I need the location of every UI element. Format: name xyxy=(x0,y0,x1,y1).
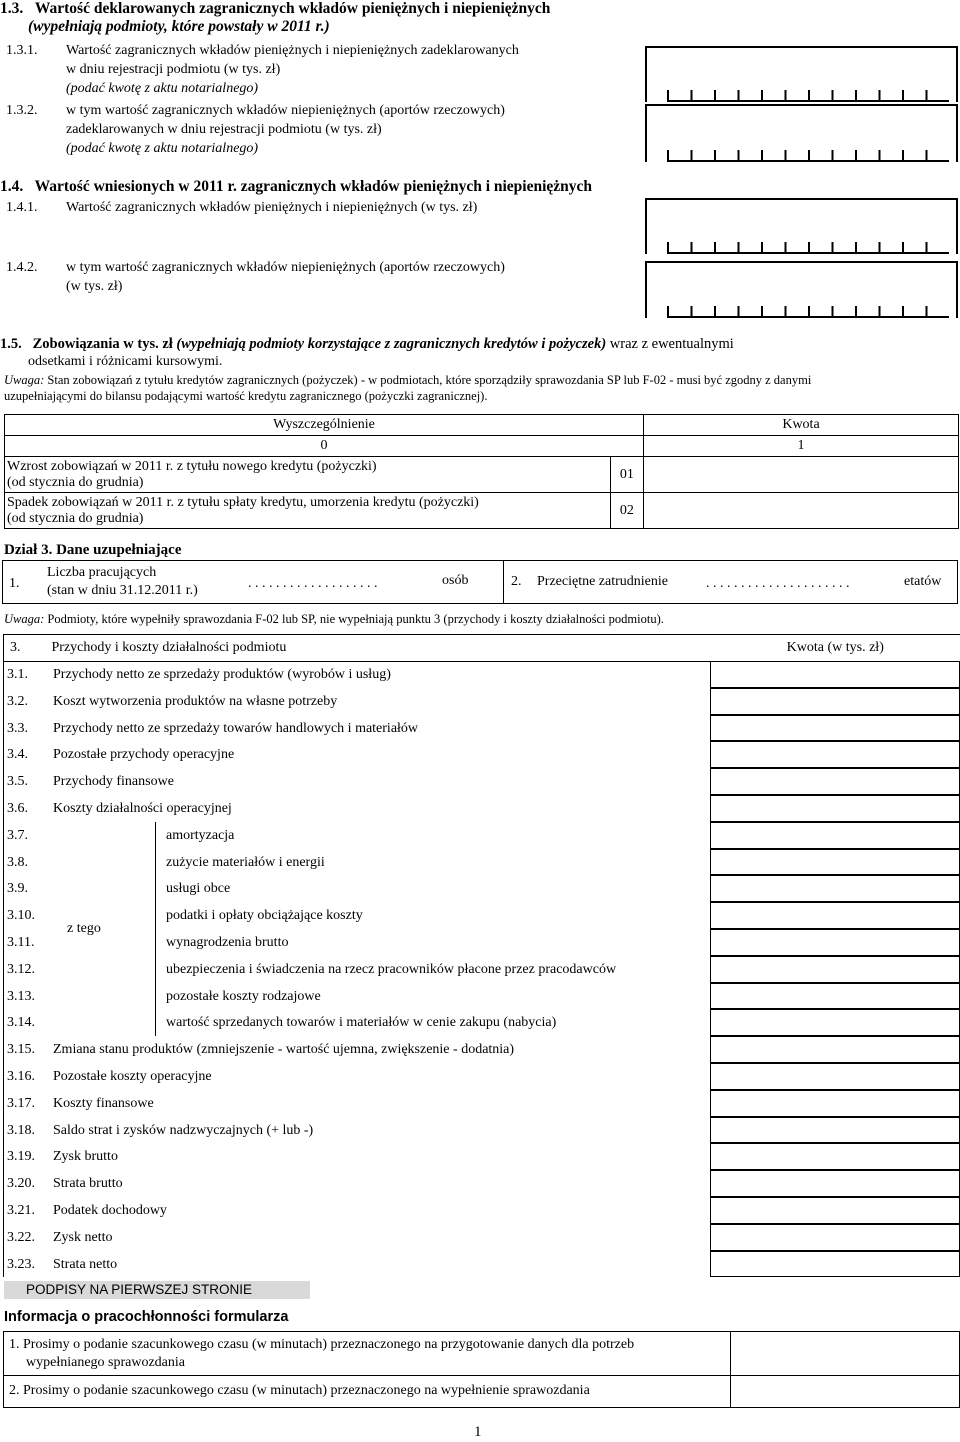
section-title-rest: wraz z ewentualnymi xyxy=(609,336,734,352)
item-1-4-2-line1: w tym wartość zagranicznych wkładów niepieniężnych (aportów rzeczowych) xyxy=(66,260,505,275)
rows-frame xyxy=(3,661,5,1277)
row-number: 3.8. xyxy=(7,854,28,870)
row-label: Podatek dochodowy xyxy=(53,1203,167,1218)
employment-label-date: (stan w dniu 31.12.2011 r.) xyxy=(47,583,198,598)
form-effort-q1-line1: 1. Prosimy o podanie szacunkowego czasu (w minutach) przeznaczonego na przygotowanie danych dla potrzeb xyxy=(9,1337,635,1352)
digit-cells-1-3-2[interactable] xyxy=(667,150,949,162)
amount-cell[interactable] xyxy=(644,493,959,529)
table-row xyxy=(3,741,960,768)
form-effort-q2: 2. Prosimy o podanie szacunkowego czasu (w minutach) przeznaczonego na wypełnienie sprawozdania xyxy=(9,1383,590,1398)
employment-label: Liczba pracujących xyxy=(47,565,157,580)
header-amount: Kwota xyxy=(644,415,959,436)
row-number: 3.7. xyxy=(7,827,28,843)
row-label xyxy=(5,457,611,493)
amount-cell[interactable] xyxy=(710,1143,960,1170)
form-effort-q2-minutes-input[interactable] xyxy=(744,1378,950,1404)
amount-cell[interactable] xyxy=(710,1117,960,1144)
header-spec: Wyszczególnienie xyxy=(5,415,644,436)
section-title: Wartość wniesionych w 2011 r. zagranicznych wkładów pieniężnych i niepieniężnych xyxy=(34,178,593,195)
amount-cell[interactable] xyxy=(710,1036,960,1063)
row-label: Zmiana stanu produktów (zmniejszenie - wartość ujemna, zwiększenie - dodatnia) xyxy=(53,1042,515,1058)
table-row xyxy=(3,875,960,902)
row-label: Zysk brutto xyxy=(53,1149,118,1165)
row-label: wartość sprzedanych towarów i materiałów w cenie zakupu (nabycia) xyxy=(166,1015,557,1031)
amount-cell[interactable] xyxy=(710,1063,960,1090)
row-code: 02 xyxy=(610,493,643,529)
section-number: 1.5. xyxy=(0,336,22,352)
row-label: wynagrodzenia brutto xyxy=(166,935,289,950)
header-number: 3. xyxy=(4,635,50,662)
form-effort-col-divider xyxy=(730,1331,731,1408)
form-effort-q1-line2: wypełnianego sprawozdania xyxy=(26,1355,185,1370)
amount-cell[interactable] xyxy=(710,929,960,956)
avg-employment-number: 2. xyxy=(511,574,522,589)
section-title: Wartość deklarowanych zagranicznych wkładów pieniężnych i niepieniężnych xyxy=(34,0,551,17)
row-code: 01 xyxy=(610,457,643,493)
page-number: 1 xyxy=(474,1424,482,1440)
row-number: 3.11. xyxy=(7,935,35,950)
amount-cell[interactable] xyxy=(710,902,960,929)
table-row xyxy=(3,1170,960,1197)
signatures-banner: PODPISY NA PIERWSZEJ STRONIE xyxy=(4,1281,310,1299)
table-row xyxy=(3,1090,960,1117)
row-label: Przychody finansowe xyxy=(53,774,174,790)
employment-dots[interactable]: . . . . . . . . . . . . . . . . . . . xyxy=(248,576,378,591)
row-number: 3.10. xyxy=(7,908,35,924)
row-number: 3.1. xyxy=(7,667,28,682)
amount-cell[interactable] xyxy=(710,1197,960,1224)
row-number: 3.15. xyxy=(7,1042,35,1058)
amount-cell[interactable] xyxy=(710,688,960,715)
row-number: 3.23. xyxy=(7,1256,35,1272)
table-row xyxy=(5,493,959,529)
z-tego-group xyxy=(155,822,157,1036)
table-row xyxy=(3,983,960,1010)
amount-cell[interactable] xyxy=(710,983,960,1010)
row-label: Saldo strat i zysków nadzwyczajnych (+ lub -) xyxy=(53,1122,314,1138)
form-effort-title: Informacja o pracochłonności formularza xyxy=(4,1309,289,1325)
item-1-3-2-line2: zadeklarowanych w dniu rejestracji podmiotu (w tys. zł) xyxy=(66,122,382,137)
row-number: 3.17. xyxy=(7,1095,35,1111)
avg-employment-dots[interactable]: . . . . . . . . . . . . . . . . . . . . . xyxy=(706,576,850,591)
table-row xyxy=(3,1143,960,1170)
column-index-0: 0 xyxy=(5,436,644,457)
amount-cell[interactable] xyxy=(710,875,960,902)
amount-cell[interactable] xyxy=(710,1009,960,1036)
amount-cell[interactable] xyxy=(710,661,960,688)
table-header xyxy=(4,635,960,662)
row-number: 3.19. xyxy=(7,1149,35,1165)
amount-cell[interactable] xyxy=(710,1224,960,1251)
row-label: amortyzacja xyxy=(166,827,235,843)
row-label: Strata netto xyxy=(53,1256,118,1272)
column-index-1: 1 xyxy=(644,436,959,457)
row-number: 3.3. xyxy=(7,720,28,736)
digit-cells-1-4-2[interactable] xyxy=(667,306,949,318)
amount-cell[interactable] xyxy=(710,822,960,849)
amount-cell[interactable] xyxy=(710,956,960,983)
amount-cell[interactable] xyxy=(710,849,960,876)
division-3-title: Dział 3. Dane uzupełniające xyxy=(4,542,182,558)
row-number: 3.9. xyxy=(7,881,28,897)
row-label: Zysk netto xyxy=(53,1229,113,1245)
row-label xyxy=(5,493,611,529)
amount-cell[interactable] xyxy=(710,768,960,795)
table-row xyxy=(3,768,960,795)
row-number: 3.20. xyxy=(7,1176,35,1192)
section-title-qualifier: (wypełniają podmioty korzystające z zagranicznych kredytów i pożyczek) xyxy=(176,336,607,352)
row-label-line2: (od stycznia do grudnia) xyxy=(7,510,144,526)
item-1-3-1-line1: Wartość zagranicznych wkładów pieniężnych i niepieniężnych zadeklarowanych xyxy=(66,43,519,58)
rows-top-rule xyxy=(3,661,960,662)
row-number: 3.21. xyxy=(7,1203,35,1218)
revenue-costs-table xyxy=(3,634,960,662)
section-title: Zobowiązania w tys. zł xyxy=(32,336,173,352)
table-row xyxy=(5,457,959,493)
form-effort-divider xyxy=(3,1375,960,1376)
amount-cell[interactable] xyxy=(710,715,960,742)
section-1-5-line2: odsetkami i różnicami kursowymi. xyxy=(28,354,223,369)
table-row xyxy=(3,902,960,929)
table-row xyxy=(3,1009,960,1036)
table-row xyxy=(3,795,960,822)
section-subtitle: (wypełniają podmioty, które powstały w 2011 r.) xyxy=(28,18,330,35)
item-1-3-1-number: 1.3.1. xyxy=(6,43,38,58)
note-label: Uwaga: xyxy=(4,612,45,626)
amount-cell[interactable] xyxy=(710,795,960,822)
note-1-5-line2: uzupełniającymi do bilansu podającymi wartość kredytu zagranicznego (pożyczki zagranicznej). xyxy=(4,389,488,403)
table-row xyxy=(3,956,960,983)
amount-cell[interactable] xyxy=(710,1090,960,1117)
section-1-5-heading xyxy=(0,336,734,353)
section-1-3-heading xyxy=(0,0,550,17)
item-1-3-2-line1: w tym wartość zagranicznych wkładów niepieniężnych (aportów rzeczowych) xyxy=(66,103,505,118)
row-label: usługi obce xyxy=(166,881,231,897)
row-label: ubezpieczenia i świadczenia na rzecz pracowników płacone przez pracodawców xyxy=(166,961,617,977)
note-text: Podmioty, które wypełniły sprawozdania F-02 lub SP, nie wypełniają punktu 3 (przychody i koszty działalności podmiotu). xyxy=(47,612,664,626)
table-row xyxy=(3,1036,960,1063)
row-number: 3.22. xyxy=(7,1229,35,1245)
row-label: Koszt wytworzenia produktów na własne potrzeby xyxy=(53,693,338,709)
item-1-3-1-line3: (podać kwotę z aktu notarialnego) xyxy=(66,81,259,96)
table-row xyxy=(3,1117,960,1144)
row-label-line2: (od stycznia do grudnia) xyxy=(7,474,144,490)
table-row xyxy=(3,822,960,849)
item-1-4-2-number: 1.4.2. xyxy=(6,260,38,275)
item-1-4-2-line2: (w tys. zł) xyxy=(66,279,123,294)
item-1-3-1-line2: w dniu rejestracji podmiotu (w tys. zł) xyxy=(66,62,281,77)
row-label: zużycie materiałów i energii xyxy=(166,854,325,870)
note-text: Stan zobowiązań z tytułu kredytów zagranicznych (pożyczek) - w podmiotach, które sporządziły sprawozdania SP lub F-02 - musi być zgodny z danymi xyxy=(47,373,812,387)
row-number: 3.4. xyxy=(7,747,28,763)
avg-employment-label: Przeciętne zatrudnienie xyxy=(537,574,668,589)
section-1-4-heading xyxy=(0,178,592,195)
employment-unit: osób xyxy=(442,573,469,588)
note-1-5-line1 xyxy=(4,373,811,388)
section-number: 1.4. xyxy=(0,178,24,195)
amount-cell[interactable] xyxy=(710,741,960,768)
row-number: 3.16. xyxy=(7,1069,35,1084)
section-number: 1.3. xyxy=(0,0,24,17)
employment-divider xyxy=(503,560,504,604)
avg-employment-unit: etatów xyxy=(904,574,942,589)
item-1-3-2-line3: (podać kwotę z aktu notarialnego) xyxy=(66,141,259,156)
table-row xyxy=(3,661,960,688)
table-row xyxy=(3,849,960,876)
item-1-4-1-line1: Wartość zagranicznych wkładów pieniężnych i niepieniężnych (w tys. zł) xyxy=(66,200,478,215)
row-label: Pozostałe koszty operacyjne xyxy=(53,1069,212,1084)
table-row xyxy=(3,1063,960,1090)
row-label: Przychody netto ze sprzedaży produktów (wyrobów i usług) xyxy=(53,667,391,682)
digit-cells-1-3-1[interactable] xyxy=(667,90,949,102)
note-division-3 xyxy=(4,612,664,627)
header-label: Przychody i koszty działalności podmiotu xyxy=(50,635,711,662)
row-label-line1: Spadek zobowiązań w 2011 r. z tytułu spłaty kredytu, umorzenia kredytu (pożyczki) xyxy=(7,494,479,510)
table-row xyxy=(3,1224,960,1251)
amount-cell[interactable] xyxy=(644,457,959,493)
item-1-4-1-number: 1.4.1. xyxy=(6,200,38,215)
item-1-3-2-number: 1.3.2. xyxy=(6,103,38,118)
table-row xyxy=(3,1197,960,1224)
row-number: 3.14. xyxy=(7,1015,35,1031)
liabilities-table xyxy=(4,414,959,529)
amount-cell[interactable] xyxy=(710,1251,960,1278)
row-label: pozostałe koszty rodzajowe xyxy=(166,988,321,1004)
row-label: Koszty działalności operacyjnej xyxy=(53,801,232,816)
row-label: Strata brutto xyxy=(53,1176,123,1192)
table-row xyxy=(3,1251,960,1278)
form-effort-q1-minutes-input[interactable] xyxy=(744,1334,950,1370)
table-row xyxy=(3,688,960,715)
table-row xyxy=(3,715,960,742)
digit-cells-1-4-1[interactable] xyxy=(667,242,949,254)
employment-number: 1. xyxy=(9,576,20,591)
row-label-line1: Wzrost zobowiązań w 2011 r. z tytułu nowego kredytu (pożyczki) xyxy=(7,458,377,474)
amount-cell[interactable] xyxy=(710,1170,960,1197)
header-amount: Kwota (w tys. zł) xyxy=(711,635,960,662)
row-label: Koszty finansowe xyxy=(53,1095,154,1111)
row-number: 3.18. xyxy=(7,1122,35,1138)
row-label: Przychody netto ze sprzedaży towarów handlowych i materiałów xyxy=(53,720,419,736)
row-number: 3.13. xyxy=(7,988,35,1004)
row-number: 3.12. xyxy=(7,961,35,977)
z-tego-label: z tego xyxy=(67,921,101,936)
row-label: Pozostałe przychody operacyjne xyxy=(53,747,235,763)
table-row xyxy=(3,929,960,956)
row-number: 3.5. xyxy=(7,774,28,790)
row-number: 3.6. xyxy=(7,801,28,816)
note-label: Uwaga: xyxy=(4,373,45,387)
row-label: podatki i opłaty obciążające koszty xyxy=(166,908,363,924)
row-number: 3.2. xyxy=(7,693,28,709)
